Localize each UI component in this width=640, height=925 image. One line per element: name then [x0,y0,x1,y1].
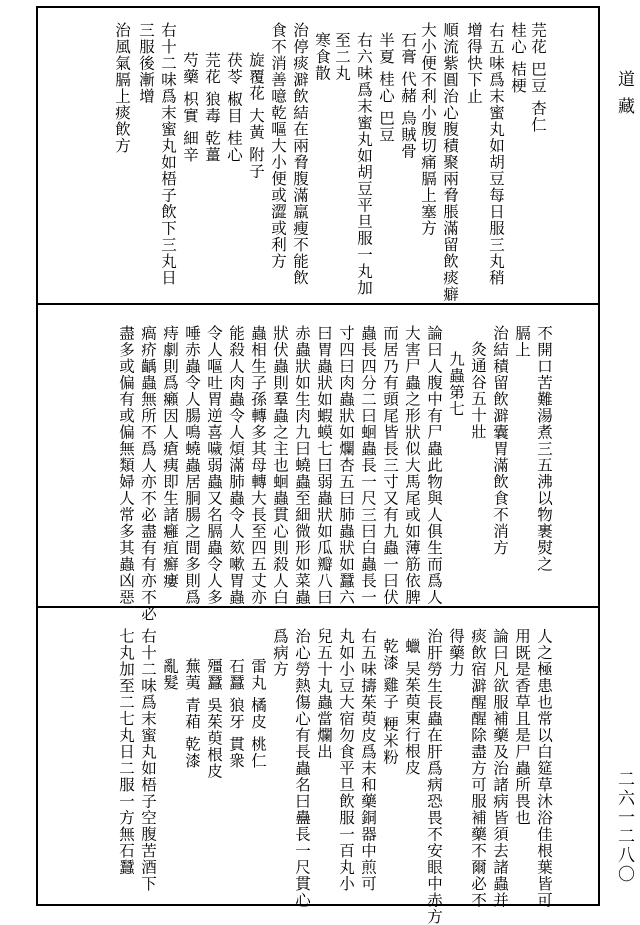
text-column: 唾赤蟲令人腸鳴蟯蟲居胴腸之間多則爲 [183,325,201,606]
text-column: 增得快下止 [465,22,483,105]
text-column: 石蠶 狼牙 貫衆 [227,658,245,769]
text-column: 得藥力 [447,628,465,678]
text-column: 治肝勞生長蟲在肝爲病恐畏不安眼中赤方 [425,628,443,925]
text-column: 能殺人肉蟲令人煩滿肺蟲令人欬嗽胃蟲 [227,325,245,606]
text-panel-middle [40,311,596,622]
text-column: 蟲相生子孫轉多其母轉大長至四五丈亦 [249,325,267,606]
text-column: 赤蟲狀如生肉九曰蟯蟲至細微形如菜蟲 [293,325,311,606]
text-column: 治結積留飲澼囊胃滿飲食不消方 [491,325,509,556]
text-column: 蕪荑 青葙 乾漆 [183,658,201,769]
text-column: 七丸加至二七丸日二服一方無石蠶 [117,628,135,876]
text-column: 論曰人腹中有尸蟲此物與人俱生而爲人 [425,325,443,606]
text-panel-bottom [40,614,596,925]
text-column: 狀伏蟲則羣蟲之主也蛔蟲貫心則殺人白 [271,325,289,606]
text-column: 痔劇則爲癩因人瘡痍即生諸癰疽癬瘻 [161,325,179,589]
text-column: 右十二味爲末蜜丸如梧子空腹苦酒下 [139,628,157,892]
text-column: 芍藥 枳實 細辛 [181,52,199,163]
text-column: 治心勞熱傷心有長蟲名曰蠱長一尺貫心 [293,628,311,909]
text-column: 蟲長四分二曰蛔蟲長一尺三曰白蟲長一 [359,325,377,606]
text-column: 右五味爲末蜜丸如胡豆每日服三丸稍 [487,22,505,286]
page-number: 二六一二八〇 [614,770,634,884]
text-column: 三服後漸增 [137,22,155,105]
text-column: 治風氣膈上痰飲方 [113,22,131,154]
text-column: 半夏 桂心 巴豆 [377,32,395,143]
text-column: 順流紫圓治心腹積聚兩脅脹滿留飲痰癖 [441,22,459,303]
text-column: 膈上 [513,325,531,358]
text-column: 不開口苦難湯煮三五沸以物裹熨之 [535,325,553,573]
text-column: 寸四曰肉蟲狀如爛杏五曰肺蟲狀如蠶六 [337,325,355,606]
text-column: 蠟 吴茱萸東行根皮 [403,638,421,776]
text-column: 論曰凡欲服補藥及治諸病皆須去諸蟲并 [491,628,509,909]
margin-title: 道藏 [614,70,634,124]
text-column: 而居乃有頭尾皆長三寸又有九蟲一曰伏 [381,325,399,606]
text-column: 芫花 巴豆 杏仁 [529,22,547,133]
text-column: 令人嘔吐胃逆喜噦弱蟲又名膈蟲令人多 [205,325,223,606]
text-column: 茯苓 椒目 桂心 [225,52,243,163]
text-column: 右六味爲末蜜丸如胡豆平旦服一丸加 [355,32,373,296]
text-column: 大小便不利小腹切痛膈上塞方 [419,22,437,237]
text-column: 兒五十丸蟲當爛出 [315,628,333,760]
text-column: 桂心 桔梗 [509,22,527,94]
text-column: 人之極患也常以白筵草沐浴佳根葉皆可 [535,628,553,909]
text-column: 爲病方 [271,628,289,678]
text-column: 旋覆花 大黃 附子 [247,52,265,180]
text-column: 右五味擣茱萸皮爲末和藥銅器中煎可 [359,628,377,892]
text-column: 大害尸蟲之形狀似大馬尾或如薄筋依脾 [403,325,421,606]
text-column: 治停痰澼飲結在兩脅腹滿羸瘦不能飲 [291,22,309,286]
text-column: 雷丸 橘皮 桃仁 [249,658,267,769]
text-column: 石膏 代赭 烏賊骨 [399,32,417,160]
text-column: 瘑疥齲蟲無所不爲人亦不必盡有有亦不必 [139,325,157,622]
text-column: 痰飲宿澼醒醒除盡方可服補藥不爾必不 [469,628,487,909]
text-column: 盡多或偏有或偏無類婦人常多其蟲凶惡 [117,325,135,606]
text-column: 曰胃蟲狀如蝦蟆七曰弱蟲狀如瓜瓣八曰 [315,325,333,606]
text-column: 九蟲第七 [447,351,465,417]
text-column: 芫花 狼毒 乾薑 [203,52,221,163]
text-column: 丸如小豆大宿勿食平旦飲服一百丸小 [337,628,355,892]
text-column: 乾漆 雞子 粳米粉 [381,638,399,766]
panel-divider [36,303,600,305]
text-panel-top [40,8,596,302]
text-column: 食不消善噫乾嘔大小便或澀或利方 [269,22,287,270]
text-column: 右十二味爲末蜜丸如梧子飲下三丸日 [159,22,177,286]
text-column: 寒食散 [313,32,331,82]
panel-divider [36,606,600,608]
text-column: 用既是香草且是尸蟲所畏也 [513,628,531,826]
text-column: 殭蠶 吳茱萸根皮 [205,658,223,780]
text-column: 至二丸 [333,32,351,82]
text-column: 亂髮 [161,658,179,691]
text-column: 灸通谷五十壯 [469,341,487,440]
